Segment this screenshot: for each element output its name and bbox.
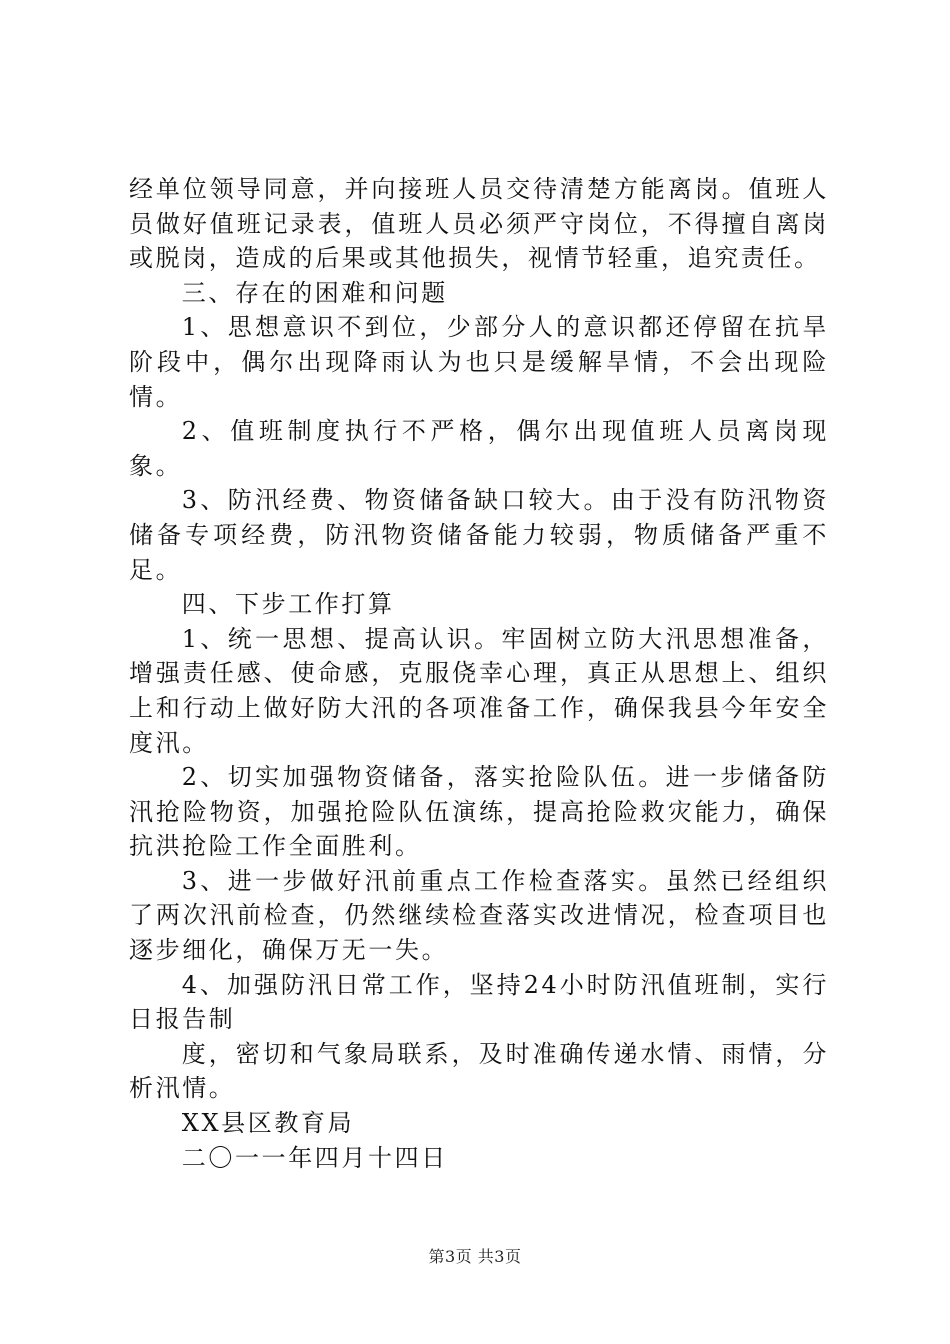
- page-footer: [0, 1244, 950, 1267]
- paragraph-plan-2: 2、切实加强物资储备，落实抢险队伍。进一步储备防汛抢险物资，加强抢险队伍演练，提高抢险救灾能力，确保抗洪抢险工作全面胜利。: [129, 763, 829, 861]
- document-body: [129, 172, 829, 1175]
- signature-organization: XX县区教育局: [181, 1109, 355, 1138]
- section-heading-difficulties: 三、存在的困难和问题: [181, 278, 448, 307]
- page-number: 第3页 共3页: [428, 1247, 522, 1266]
- paragraph-plan-3: 3、进一步做好汛前重点工作检查落实。虽然已经组织了两次汛前检查，仍然继续检查落实改进情况，检查项目也逐步细化，确保万无一失。: [129, 866, 829, 965]
- paragraph-difficulty-3: 3、防汛经费、物资储备缺口较大。由于没有防汛物资储备专项经费，防汛物资储备能力较弱，物质储备严重不足。: [129, 486, 829, 584]
- paragraph-continuation: 经单位领导同意，并向接班人员交待清楚方能离岗。值班人员做好值班记录表，值班人员必须严守岗位，不得擅自离岗或脱岗，造成的后果或其他损失，视情节轻重，追究责任。: [129, 175, 829, 273]
- paragraph-plan-4: 4、加强防汛日常工作，坚持24小时防汛值班制，实行日报告制: [129, 970, 829, 1034]
- paragraph-difficulty-2: 2、值班制度执行不严格，偶尔出现值班人员离岗现象。: [129, 417, 829, 480]
- signature-date: 二〇一一年四月十四日: [181, 1143, 448, 1172]
- paragraph-plan-1: 1、统一思想、提高认识。牢固树立防大汛思想准备，增强责任感、使命感，克服侥幸心理，真正从思想上、组织上和行动上做好防大汛的各项准备工作，确保我县今年安全度汛。: [129, 624, 829, 757]
- section-heading-next-steps: 四、下步工作打算: [181, 590, 395, 619]
- paragraph-difficulty-1: 1、思想意识不到位，少部分人的意识都还停留在抗旱阶段中，偶尔出现降雨认为也只是缓解旱情，不会出现险情。: [129, 313, 829, 411]
- paragraph-plan-4-continued: 度，密切和气象局联系，及时准确传递水情、雨情，分析汛情。: [129, 1039, 829, 1103]
